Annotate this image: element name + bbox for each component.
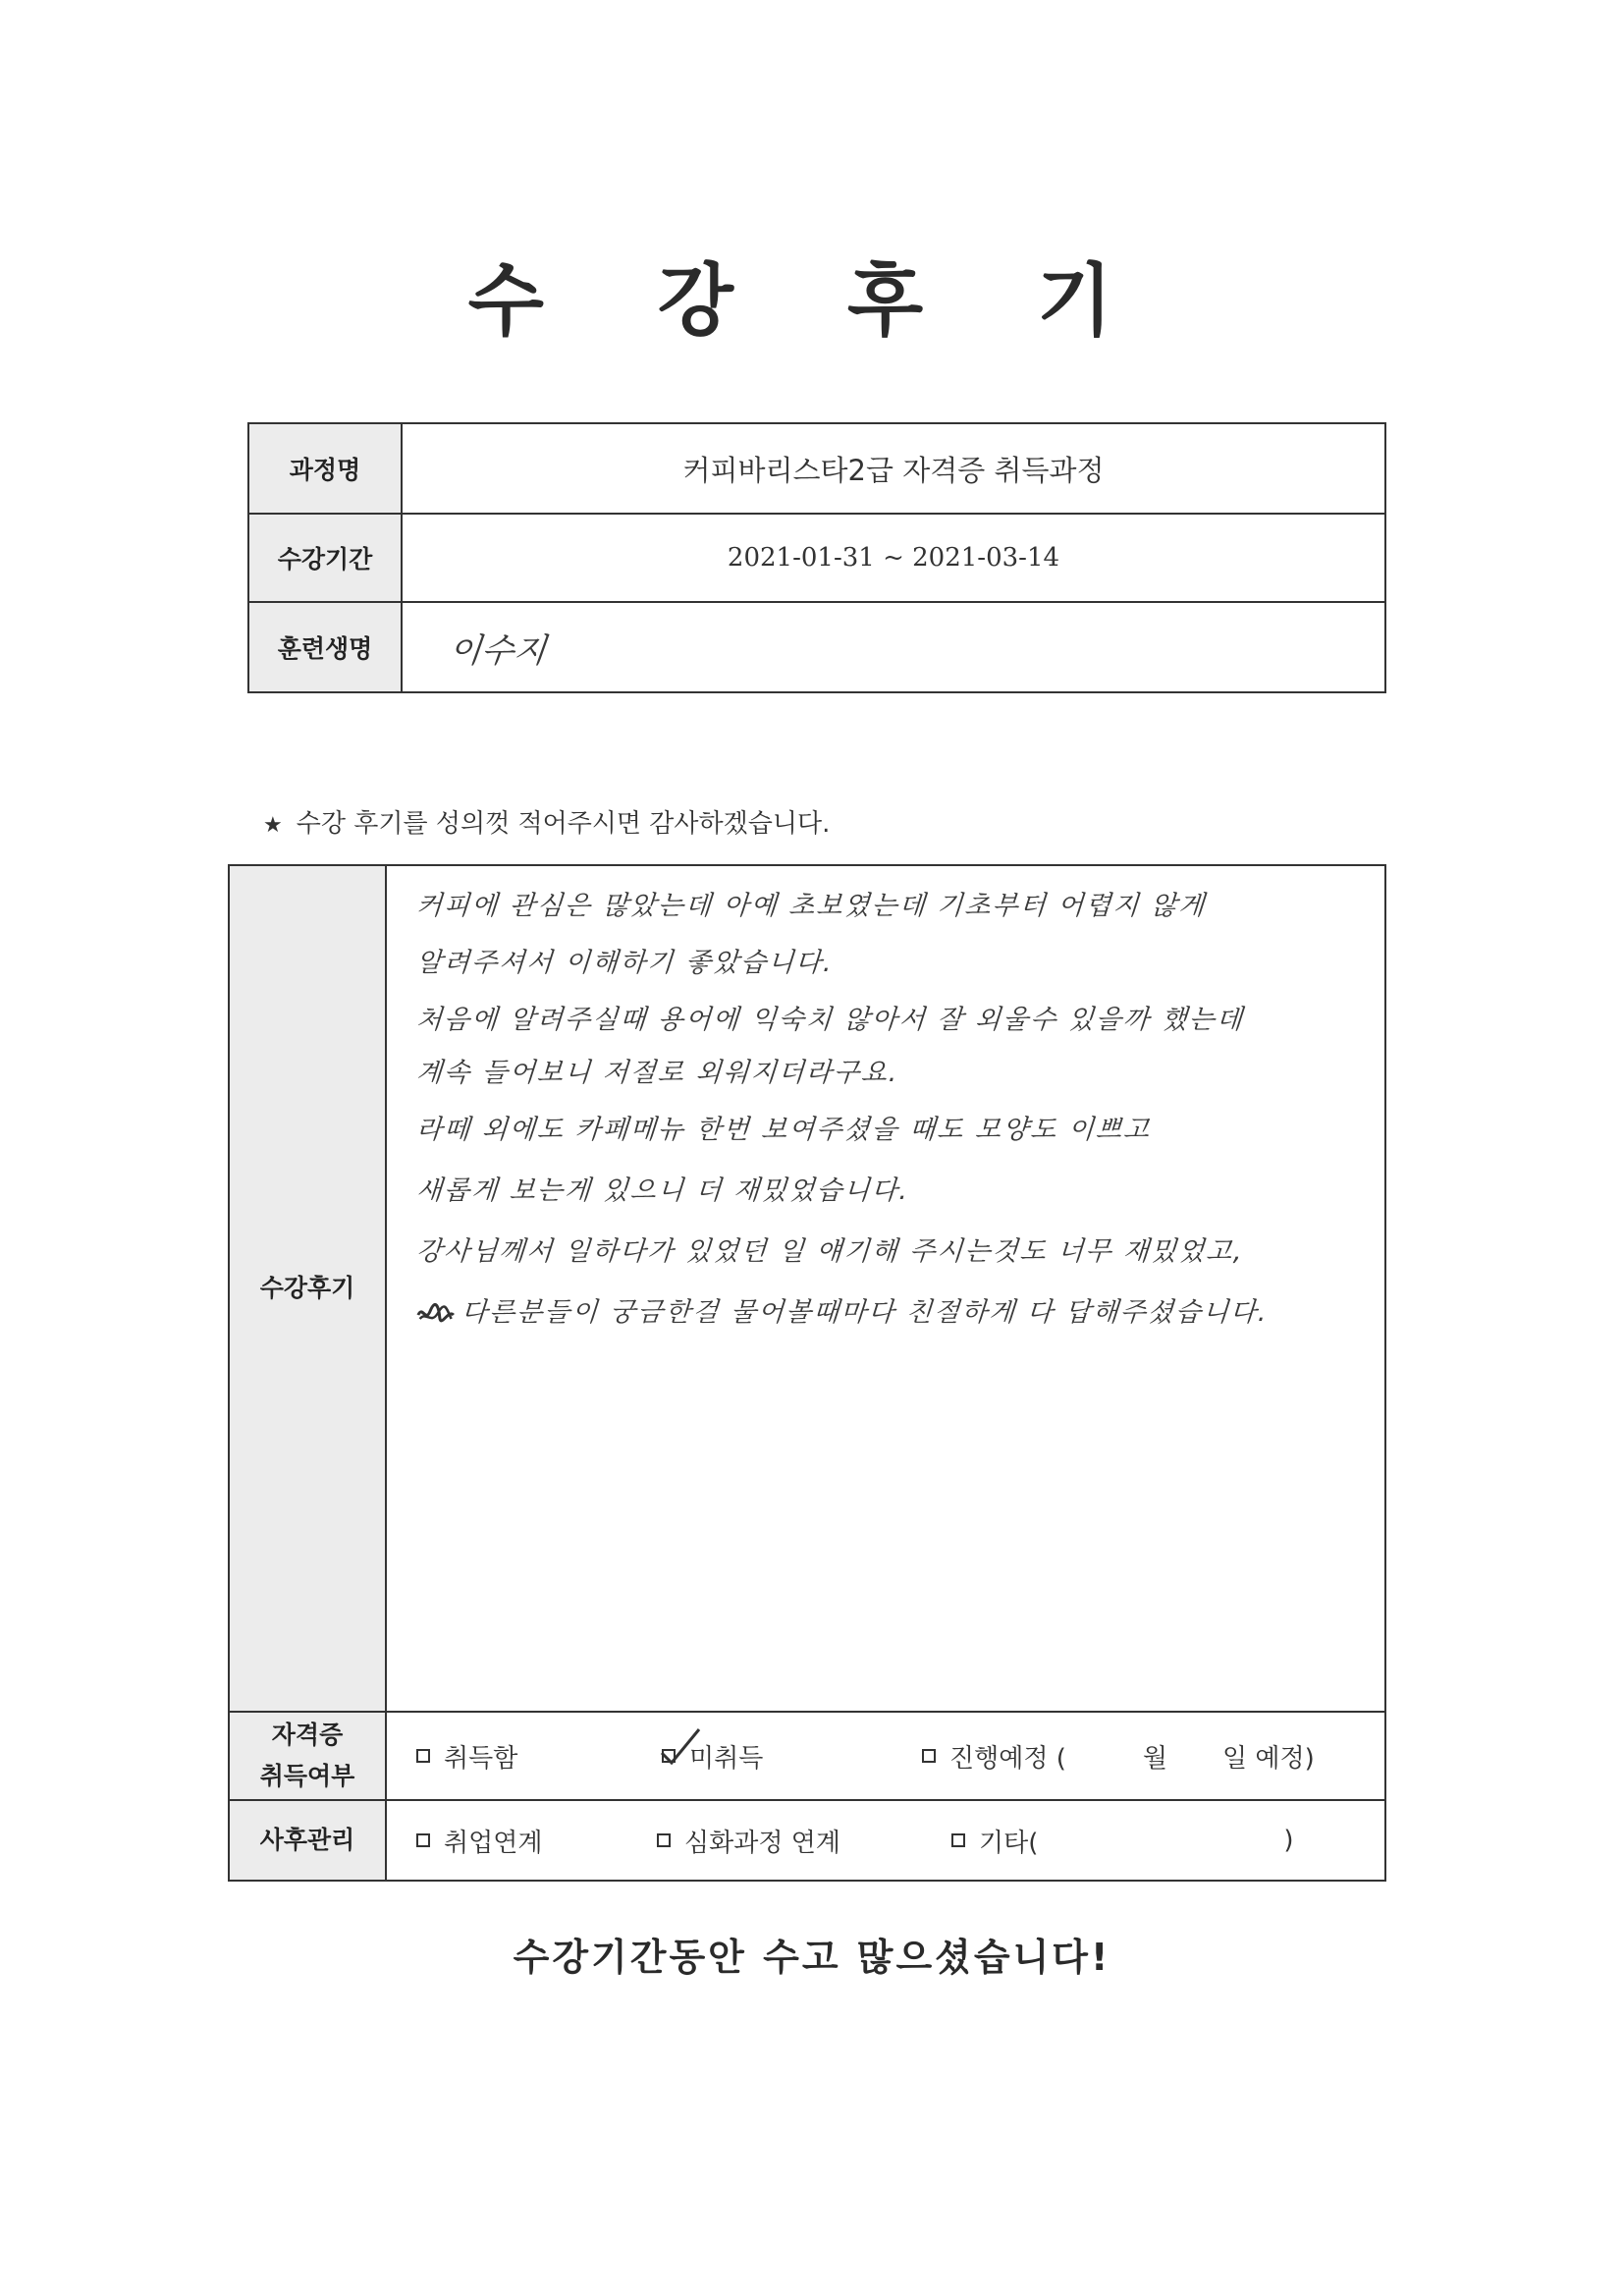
checkbox-advanced[interactable] (657, 1833, 671, 1847)
option-employment-label: 취업연계 (444, 1828, 543, 1858)
course-name-value: 커피바리스타2급 자격증 취득과정 (682, 453, 1105, 487)
trainee-name-label: 훈련생명 (249, 603, 403, 691)
option-advanced-label: 심화과정 연계 (684, 1828, 840, 1858)
notice-text: 수강 후기를 성의껏 적어주시면 감사하겠습니다. (296, 809, 831, 839)
trainee-name-value: 이수지 (447, 630, 549, 671)
review-line-last (414, 1283, 1363, 1343)
review-line-text: 다른분들이 궁금한걸 물어볼때마다 친절하게 다 답해주셨습니다. (460, 1297, 1270, 1328)
closing-message: 수강기간동안 수고 많으셨습니다! (513, 1936, 1111, 1979)
aftercare-label: 사후관리 (230, 1801, 387, 1880)
star-icon: ★ (263, 813, 283, 838)
review-row (230, 866, 1384, 1711)
document-title: 수 강 후 기 (467, 255, 1157, 347)
review-line: 라떼 외에도 카페메뉴 한번 보여주셨을 때도 모양도 이쁘고 (414, 1115, 1153, 1145)
review-table (228, 864, 1386, 1882)
option-employment[interactable] (416, 1823, 542, 1859)
scribble-mark-icon (415, 1301, 457, 1327)
course-period-label: 수강기간 (249, 515, 403, 601)
checkbox-employment[interactable] (416, 1833, 430, 1847)
course-name-label: 과정명 (249, 424, 403, 513)
option-not-obtained[interactable] (662, 1738, 763, 1775)
checkbox-obtained[interactable] (416, 1749, 430, 1763)
course-info-table (247, 422, 1386, 693)
checkbox-not-obtained[interactable] (662, 1749, 676, 1763)
checkbox-planned[interactable] (922, 1749, 936, 1763)
option-planned-label: 진행예정 ( (949, 1743, 1066, 1774)
option-other-label: 기타( (979, 1828, 1039, 1858)
course-period-value: 2021-01-31 ~ 2021-03-14 (727, 543, 1060, 573)
planned-day-label: 일 예정) (1222, 1743, 1315, 1774)
option-obtained[interactable] (416, 1738, 517, 1775)
checkbox-other[interactable] (951, 1833, 965, 1847)
certificate-label-line1: 자격증 (271, 1721, 344, 1749)
review-line: 새롭게 보는게 있으니 더 재밌었습니다. (414, 1175, 911, 1206)
aftercare-options (387, 1801, 1384, 1880)
certificate-label (230, 1713, 387, 1799)
option-advanced[interactable] (657, 1823, 840, 1859)
review-line: 계속 들어보니 저절로 외워지더라구요. (414, 1058, 900, 1088)
option-obtained-label: 취득함 (444, 1743, 518, 1774)
review-label: 수강후기 (230, 866, 387, 1711)
notice (263, 803, 830, 840)
certificate-label-line2: 취득여부 (259, 1762, 355, 1790)
review-line: 알려주셔서 이해하기 좋았습니다. (414, 948, 836, 978)
planned-month-label: 월 (1142, 1743, 1167, 1774)
option-other[interactable] (951, 1823, 1294, 1859)
trainee-row (249, 601, 1384, 691)
certificate-row (230, 1711, 1384, 1799)
review-line: 커피에 관심은 많았는데 아예 초보였는데 기초부터 어렵지 않게 (414, 891, 1208, 921)
certificate-options (387, 1713, 1384, 1799)
course-period-row (249, 513, 1384, 601)
review-line: 강사님께서 일하다가 있었던 일 얘기해 주시는것도 너무 재밌었고, (414, 1236, 1245, 1267)
aftercare-row (230, 1799, 1384, 1880)
option-not-obtained-label: 미취득 (689, 1743, 764, 1774)
option-other-close: ) (1283, 1826, 1294, 1855)
option-planned[interactable] (922, 1738, 1315, 1775)
course-name-row (249, 424, 1384, 513)
review-line: 처음에 알려주실때 용어에 익숙치 않아서 잘 외울수 있을까 했는데 (414, 1005, 1245, 1035)
check-icon (660, 1727, 703, 1767)
review-text-area (387, 866, 1384, 1711)
